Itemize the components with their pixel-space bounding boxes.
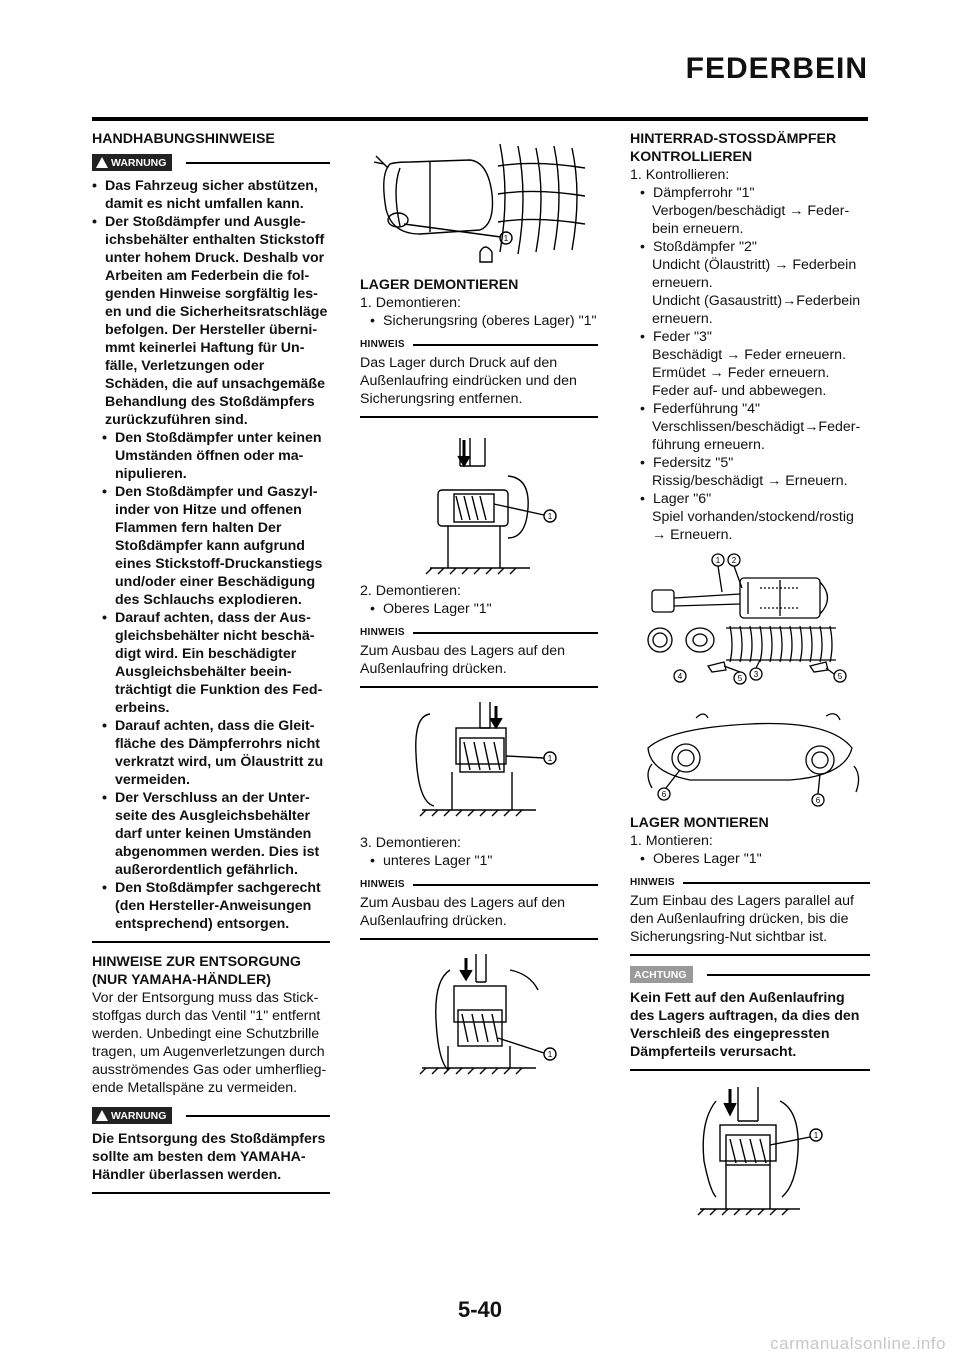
page-number: 5-40: [457, 1297, 503, 1322]
note-header-4: HINWEIS: [630, 874, 870, 892]
note-text-3: Zum Ausbau des Lagers auf den Außenlaufring drücken.: [360, 895, 566, 929]
warning-badge: WARNUNG: [92, 154, 172, 171]
list-item: • Feder "3": [640, 329, 712, 345]
svg-text:1: 1: [715, 556, 721, 565]
svg-text:4: 4: [677, 672, 683, 681]
list-item: • unteres Lager "1": [370, 853, 493, 869]
caution-text: Kein Fett auf den Außenlaufring des Lagers auftragen, da dies den Verschleiß des eingepressten Dämpferteils verursacht.: [630, 990, 860, 1060]
section-heading-remove-bearing: LAGER DEMONTIEREN: [360, 277, 519, 293]
svg-text:1: 1: [813, 1131, 819, 1140]
disposal-text: Vor der Entsorgung muss das Stick-stoffgas durch das Ventil "1" entfernt werden. Unbedingt eine Schutzbrille tragen, um Augenverletzungen durch ausströmendes Gas oder umherflieg-ende Metallspäne zu vermeiden.: [92, 990, 327, 1096]
bearing-removal-diagram-3: [360, 950, 598, 1080]
section-heading-install-bearing: LAGER MONTIEREN: [630, 815, 769, 831]
note-header-2: HINWEIS: [360, 624, 598, 642]
list-item: • Den Stoßdämpfer unter keinen Umständen öffnen oder ma-nipulieren.: [102, 430, 322, 482]
svg-text:6: 6: [815, 796, 821, 805]
note-text-2: Zum Ausbau des Lagers auf den Außenlaufring drücken.: [360, 643, 566, 677]
svg-text:1: 1: [547, 754, 553, 763]
bearing-removal-diagram-1: [360, 428, 598, 578]
warning-badge: WARNUNG: [92, 1107, 172, 1124]
disposal-warning-text: Die Entsorgung des Stoßdämpfers sollte am besten dem YAMAHA-Händler überlassen werden.: [92, 1131, 326, 1183]
bearing-install-diagram: [630, 1081, 870, 1221]
list-item: • Den Stoßdämpfer und Gaszyl-inder von Hitze und offenen Flammen fern halten Der Stoßdämpfer kann aufgrund eines Stickstoff-Druckanstiegs und/oder einer Beschädigung des Schlauchs explodieren.: [102, 484, 323, 608]
svg-text:6: 6: [661, 790, 667, 799]
warning-header-2: [92, 1107, 330, 1124]
shock-components-illustration: [630, 548, 870, 810]
svg-text:2: 2: [731, 556, 737, 565]
list-item: • Darauf achten, dass der Aus-gleichsbehälter nicht beschä-digt wird. Ein beschädigter Ausgleichsbehälter beein-trächtigt die Funktion des Fed-erbeins.: [102, 610, 323, 716]
list-item: • Sicherungsring (oberes Lager) "1": [370, 313, 597, 329]
note-header-1: HINWEIS: [360, 336, 598, 354]
list-item: • Oberes Lager "1": [640, 851, 762, 867]
bearing-removal-diagram-2: [360, 698, 598, 830]
svg-text:5: 5: [837, 672, 843, 681]
watermark: carmanualsonline.info: [770, 1334, 946, 1353]
page-title: FEDERBEIN: [685, 52, 868, 85]
list-item: • Federführung "4": [640, 401, 761, 417]
note-header-3: HINWEIS: [360, 876, 598, 894]
list-item: • Der Stoßdämpfer und Ausgle-ichsbehälter enthalten Stickstoff unter hohem Druck. Deshalb vor Arbeiten am Federbein die fol-genden Hinweise sorgfältig les-en und die Sicherheitsratschläge befolgen. Der Hersteller überni-mmt keinerlei Haftung für Un-fälle, Verletzungen oder Schäden, die auf unsachgemäße Behandlung des Stoßdämpfers zurückzuführen sind.: [92, 214, 328, 428]
svg-text:1: 1: [547, 512, 553, 521]
column-2: 1 LAGER DEMONTIEREN 1. Demontieren: • Sicherungsring (oberes Lager) "1" HINWEIS Das Lager durch Druck auf den Außenlaufring eindrücken und den Sicherungsring entfernen. 1 2. Demontieren: • Oberes Lager "1" HINWEIS Zum Ausbau des Lagers auf den Außenlaufring drücken. 1 3. Demontieren: • unteres Lager "1" HINWEIS Zum Ausbau des Lagers auf den Außenlaufring drücken. 1: [360, 130, 598, 1084]
caution-badge: ACHTUNG: [630, 966, 693, 983]
column-3: HINTERRAD-STOSSDÄMPFER KONTROLLIEREN 1. Kontrollieren: • Dämpferrohr "1" Verbogen/beschädigt → Feder-bein erneuern. • Stoßdämpfer "2" Undicht (Ölaustritt) → Federbein erneuern. Undicht (Gasaustritt)→Federbein erneuern. • Feder "3" Beschädigt → Feder erneuern. Ermüdet → Feder erneuern. Feder auf- und abbewegen. • Federführung "4" Verschlissen/beschädigt→Feder-führung erneuern. • Federsitz "5" Rissig/beschädigt → Erneuern. • Lager "6" Spiel vorhanden/stockend/rostig → Erneuern. 1 2 4 5 3 5 6 6 LAGER MONTIEREN 1. Montieren: • Oberes Lager "1" HINWEIS Zum Einbau des Lagers parallel auf den Außenlaufring drücken, bis die Sicherungsring-Nut sichtbar ist. ACHTUNG Kein Fett auf den Außenlaufring des Lagers auftragen, da dies den Verschleiß des eingepressten Dämpferteils verursacht. 1: [630, 130, 870, 1225]
svg-text:5: 5: [737, 674, 743, 683]
list-item: • Das Fahrzeug sicher abstützen, damit es nicht umfallen kann.: [92, 178, 318, 212]
svg-text:1: 1: [503, 234, 509, 243]
warning-triangle-icon: [96, 157, 108, 168]
list-item: • Federsitz "5": [640, 455, 734, 471]
list-item: • Den Stoßdämpfer sachgerecht (den Hersteller-Anweisungen entsprechend) entsorgen.: [102, 880, 321, 932]
list-item: • Stoßdämpfer "2": [640, 239, 757, 255]
section-heading-disposal: HINWEISE ZUR ENTSORGUNG (NUR YAMAHA-HÄNDLER): [92, 954, 301, 988]
list-item: • Oberes Lager "1": [370, 601, 492, 617]
header-rule: [92, 117, 868, 121]
caution-header: [630, 966, 870, 983]
list-item: • Darauf achten, dass die Gleit-fläche des Dämpferrohrs nicht verkratzt wird, um Ölaustritt zu vermeiden.: [102, 718, 324, 788]
note-text-4: Zum Einbau des Lagers parallel auf den Außenlaufring drücken, bis die Sicherungsring-Nut sichtbar ist.: [630, 893, 854, 945]
svg-text:3: 3: [753, 670, 759, 679]
shock-absorber-illustration: [360, 134, 598, 272]
warning-header-1: [92, 154, 330, 171]
list-item: • Dämpferrohr "1": [640, 185, 755, 201]
section-heading-inspect: HINTERRAD-STOSSDÄMPFER KONTROLLIEREN: [630, 131, 837, 165]
svg-text:1: 1: [547, 1050, 553, 1059]
column-1: [92, 130, 330, 1204]
warning-triangle-icon: [96, 1110, 108, 1121]
list-item: • Lager "6": [640, 491, 712, 507]
list-item: • Der Verschluss an der Unter-seite des Ausgleichsbehälter darf unter keinen Umständen abgenommen werden. Dies ist außerordentlich gefährlich.: [102, 790, 320, 878]
note-text-1: Das Lager durch Druck auf den Außenlaufring eindrücken und den Sicherungsring entfernen.: [360, 355, 577, 407]
section-heading-handling: HANDHABUNGSHINWEISE: [92, 131, 275, 147]
